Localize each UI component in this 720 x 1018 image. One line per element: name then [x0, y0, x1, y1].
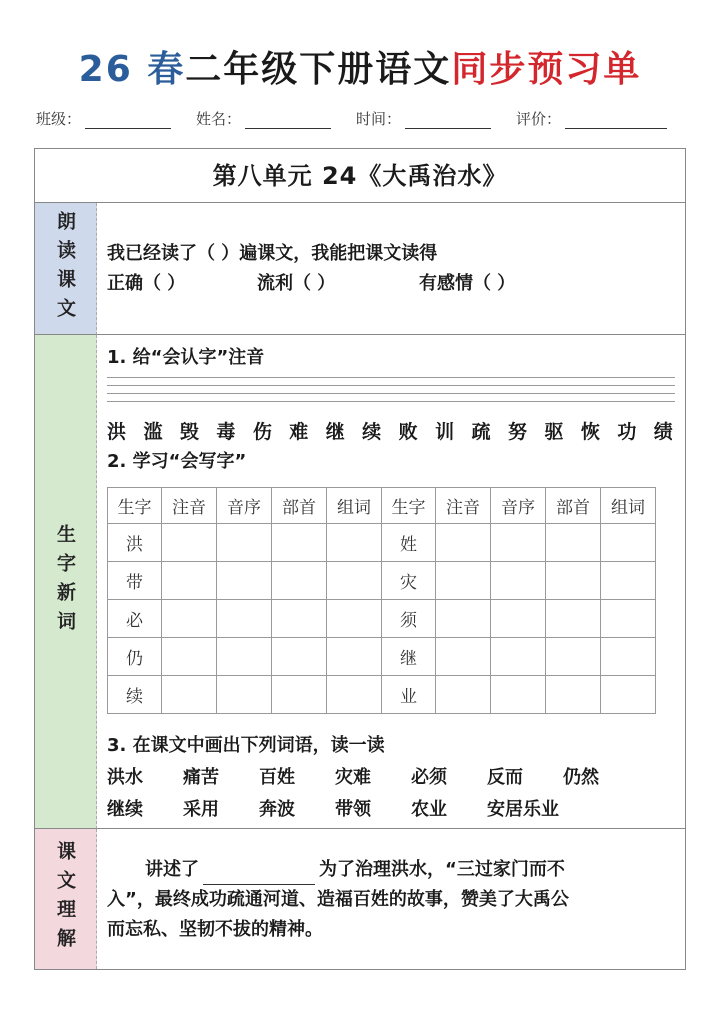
summary-line-3: 而忘私、坚韧不拔的精神。 [107, 919, 323, 940]
answer-cell[interactable] [601, 600, 656, 638]
writing-char: 须 [382, 600, 436, 638]
answer-cell[interactable] [436, 676, 491, 714]
answer-cell[interactable] [217, 562, 272, 600]
writing-char: 继 [382, 638, 436, 676]
recognize-char: 续 [362, 421, 382, 443]
answer-cell[interactable] [327, 676, 382, 714]
recognize-char: 伤 [252, 421, 272, 443]
time-field[interactable] [356, 108, 491, 129]
evaluation-label: 评价： [516, 110, 562, 128]
answer-cell[interactable] [546, 600, 601, 638]
answer-cell[interactable] [327, 562, 382, 600]
vocab-word: 奔波 [259, 799, 295, 820]
answer-cell[interactable] [436, 524, 491, 562]
answer-cell[interactable] [217, 676, 272, 714]
title-part-worksheet: 同步预习单 [451, 49, 642, 90]
unit-title: 第八单元 24《大禹治水》 [35, 149, 685, 203]
answer-cell[interactable] [491, 676, 546, 714]
title-part-season: 26 春 [78, 49, 186, 90]
class-field[interactable] [36, 108, 171, 129]
answer-cell[interactable] [162, 524, 217, 562]
answer-cell[interactable] [162, 676, 217, 714]
answer-cell[interactable] [272, 524, 327, 562]
section-reading [97, 203, 685, 335]
answer-cell[interactable] [217, 600, 272, 638]
name-label: 姓名： [196, 110, 242, 128]
answer-cell[interactable] [272, 676, 327, 714]
vocab-word: 洪水 [107, 767, 143, 788]
writing-char: 洪 [108, 524, 162, 562]
answer-cell[interactable] [162, 638, 217, 676]
recognize-char: 败 [398, 421, 418, 443]
recognize-char: 绩 [653, 421, 673, 443]
table-header-cell: 组词 [327, 488, 382, 524]
table-row [108, 638, 656, 676]
vocab-word: 痛苦 [183, 767, 219, 788]
answer-cell[interactable] [327, 524, 382, 562]
table-header-cell: 生字 [382, 488, 436, 524]
vocab-word: 反而 [487, 767, 523, 788]
writing-char: 姓 [382, 524, 436, 562]
answer-cell[interactable] [546, 562, 601, 600]
vocab-word: 带领 [335, 799, 371, 820]
answer-cell[interactable] [217, 524, 272, 562]
vocab-word: 采用 [183, 799, 219, 820]
table-header-cell: 注音 [162, 488, 217, 524]
answer-cell[interactable] [272, 562, 327, 600]
evaluation-field[interactable] [516, 108, 667, 129]
summary-line-1-rest: 为了治理洪水，“三过家门而不 [319, 859, 565, 880]
pinyin-line[interactable] [107, 377, 675, 378]
recognize-char: 难 [289, 421, 309, 443]
class-blank[interactable] [85, 111, 171, 129]
vocab-word: 必须 [411, 767, 447, 788]
section-new-words [97, 335, 685, 829]
recognize-chars-row [107, 417, 673, 444]
section-understanding [97, 829, 685, 969]
answer-cell[interactable] [272, 600, 327, 638]
time-label: 时间： [356, 110, 402, 128]
answer-cell[interactable] [436, 562, 491, 600]
vocab-word: 灾难 [335, 767, 371, 788]
writing-char: 必 [108, 600, 162, 638]
answer-cell[interactable] [546, 676, 601, 714]
answer-cell[interactable] [601, 524, 656, 562]
recognize-char: 滥 [143, 421, 163, 443]
vocab-word: 农业 [411, 799, 447, 820]
summary-line-1 [145, 855, 565, 885]
table-header-cell: 生字 [108, 488, 162, 524]
table-row [108, 600, 656, 638]
recognize-char: 毒 [216, 421, 236, 443]
table-header-cell: 音序 [491, 488, 546, 524]
answer-cell[interactable] [601, 562, 656, 600]
title-part-grade: 二年级下册语文 [185, 49, 452, 90]
recognize-char: 驱 [544, 421, 564, 443]
writing-char: 业 [382, 676, 436, 714]
summary-blank[interactable] [203, 865, 315, 885]
reading-fluent: 流利（ ） [257, 273, 336, 294]
answer-cell[interactable] [491, 600, 546, 638]
writing-char: 带 [108, 562, 162, 600]
recognize-char: 洪 [107, 421, 127, 443]
writing-chars-table [107, 487, 656, 714]
recognize-char: 恢 [580, 421, 600, 443]
class-label: 班级： [36, 110, 82, 128]
answer-cell[interactable] [162, 600, 217, 638]
summary-line-2: 入”，最终成功疏通河道、造福百姓的故事，赞美了大禹公 [107, 889, 569, 910]
answer-cell[interactable] [436, 600, 491, 638]
recognize-char: 功 [617, 421, 637, 443]
table-row [108, 562, 656, 600]
page-title [0, 46, 720, 94]
table-header-cell: 部首 [272, 488, 327, 524]
pinyin-line[interactable] [107, 393, 675, 394]
answer-cell[interactable] [327, 638, 382, 676]
vocab-word: 百姓 [259, 767, 295, 788]
answer-cell[interactable] [436, 638, 491, 676]
vocab-word: 安居乐业 [487, 799, 559, 820]
table-header-cell: 组词 [601, 488, 656, 524]
recognize-char: 努 [507, 421, 527, 443]
table-row [108, 524, 656, 562]
writing-char: 仍 [108, 638, 162, 676]
section-label-text: 朗读课文 [54, 210, 76, 327]
writing-char: 灾 [382, 562, 436, 600]
recognize-char: 毁 [179, 421, 199, 443]
answer-cell[interactable] [546, 524, 601, 562]
worksheet [34, 148, 686, 970]
section-label-reading [35, 203, 97, 335]
section-label-new-words [35, 335, 97, 829]
name-blank[interactable] [245, 111, 331, 129]
reading-emotion: 有感情（ ） [419, 273, 516, 294]
answer-cell[interactable] [162, 562, 217, 600]
table-header-cell: 部首 [546, 488, 601, 524]
evaluation-blank[interactable] [565, 111, 667, 129]
table-header-cell: 音序 [217, 488, 272, 524]
reading-times-line: 我已经读了（ ）遍课文，我能把课文读得 [107, 243, 438, 264]
writing-char: 续 [108, 676, 162, 714]
answer-cell[interactable] [546, 638, 601, 676]
answer-cell[interactable] [601, 638, 656, 676]
answer-cell[interactable] [272, 638, 327, 676]
question-1: 1. 给“会认字”注音 [107, 347, 265, 368]
section-label-text: 课文理解 [54, 841, 76, 957]
answer-cell[interactable] [601, 676, 656, 714]
vocab-word: 仍然 [563, 767, 599, 788]
recognize-char: 继 [325, 421, 345, 443]
recognize-char: 训 [435, 421, 455, 443]
answer-cell[interactable] [491, 562, 546, 600]
answer-cell[interactable] [491, 524, 546, 562]
section-label-text: 生字新词 [54, 523, 76, 640]
answer-cell[interactable] [327, 600, 382, 638]
question-3: 3. 在课文中画出下列词语，读一读 [107, 735, 385, 756]
section-label-understanding [35, 829, 97, 969]
vocab-word: 继续 [107, 799, 143, 820]
table-row [108, 676, 656, 714]
pinyin-line[interactable] [107, 385, 675, 386]
question-2: 2. 学习“会写字” [107, 451, 247, 472]
name-field[interactable] [196, 108, 331, 129]
student-info-row [36, 108, 686, 134]
table-header-row [108, 488, 656, 524]
time-blank[interactable] [405, 111, 491, 129]
table-header-cell: 注音 [436, 488, 491, 524]
recognize-char: 疏 [471, 421, 491, 443]
answer-cell[interactable] [217, 638, 272, 676]
reading-correct: 正确（ ） [107, 273, 186, 294]
pinyin-line[interactable] [107, 401, 675, 402]
summary-prefix: 讲述了 [145, 859, 199, 880]
answer-cell[interactable] [491, 638, 546, 676]
